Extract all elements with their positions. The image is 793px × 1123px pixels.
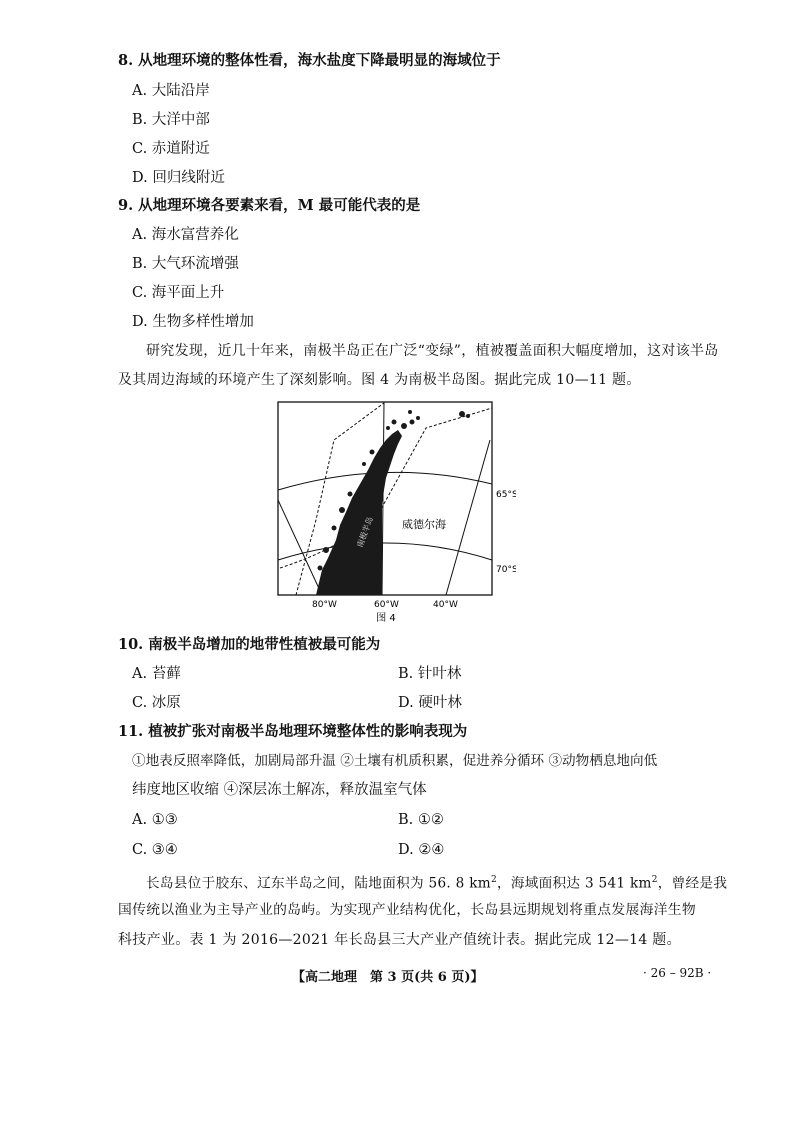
intro-10-11-line1: 研究发现，近几十年来，南极半岛正在广泛“变绿”，植被覆盖面积大幅度增加，这对该半岛 [146, 343, 719, 359]
question-8-option-c: C. 赤道附近 [132, 141, 210, 157]
question-8-option-a: A. 大陆沿岸 [132, 83, 210, 99]
question-10-stem: 10. 南极半岛增加的地带性植被最可能为 [118, 636, 381, 653]
question-10-option-b: B. 针叶林 [398, 666, 462, 682]
label-60w: 60°W [374, 600, 399, 610]
label-peninsula: 南极半岛 [355, 515, 375, 549]
question-11-statements-line1: ①地表反照率降低，加剧局部升温 ②土壤有机质积累，促进养分循环 ③动物栖息地向低 [132, 753, 658, 769]
antarctic-peninsula-map [276, 400, 516, 624]
question-11-statements-line2: 纬度地区收缩 ④深层冻土解冻，释放温室气体 [132, 782, 427, 798]
page-footer-label: 【高二地理 第 3 页(共 6 页)】 [292, 970, 484, 985]
intro-10-11-line2: 及其周边海域的环境产生了深刻影响。图 4 为南极半岛图。据此完成 10—11 题。 [118, 372, 641, 388]
question-8-option-b: B. 大洋中部 [132, 112, 210, 128]
label-weddell-sea: 威德尔海 [402, 518, 446, 531]
question-9-stem: 9. 从地理环境各要素来看，M 最可能代表的是 [118, 197, 421, 214]
intro-12-14-line3: 科技产业。表 1 为 2016—2021 年长岛县三大产业产值统计表。据此完成 12—14 题。 [118, 932, 681, 948]
intro-12-14-line2: 国传统以渔业为主导产业的岛屿。为实现产业结构优化，长岛县远期规划将重点发展海洋生物 [118, 902, 696, 918]
label-70s: 70°S [496, 565, 516, 575]
question-8-option-d: D. 回归线附近 [132, 170, 225, 186]
question-8-stem: 8. 从地理环境的整体性看，海水盐度下降最明显的海域位于 [118, 52, 501, 69]
question-10-option-a: A. 苔藓 [132, 666, 181, 682]
question-11-option-b: B. ①② [398, 812, 444, 828]
question-11-option-d: D. ②④ [398, 842, 445, 858]
figure-caption: 图 4 [376, 613, 396, 624]
page-footer-code: · 26 – 92B · [643, 966, 712, 980]
question-9-option-c: C. 海平面上升 [132, 285, 225, 301]
question-9-option-d: D. 生物多样性增加 [132, 314, 254, 330]
question-10-option-d: D. 硬叶林 [398, 695, 462, 711]
question-9-option-b: B. 大气环流增强 [132, 256, 239, 272]
question-11-stem: 11. 植被扩张对南极半岛地理环境整体性的影响表现为 [118, 723, 468, 740]
question-11-option-a: A. ①③ [132, 812, 178, 828]
intro-12-14-line1: 长岛县位于胶东、辽东半岛之间，陆地面积为 56. 8 $km^2$，海域面积达 3 541 $km^2$，曾经是我 [146, 875, 728, 892]
label-80w: 80°W [312, 600, 337, 610]
map-frame [278, 402, 492, 595]
question-10-option-c: C. 冰原 [132, 695, 181, 711]
question-9-option-a: A. 海水富营养化 [132, 227, 239, 243]
question-11-option-c: C. ③④ [132, 842, 178, 858]
label-40w: 40°W [433, 600, 458, 610]
label-65s: 65°S [496, 490, 516, 500]
